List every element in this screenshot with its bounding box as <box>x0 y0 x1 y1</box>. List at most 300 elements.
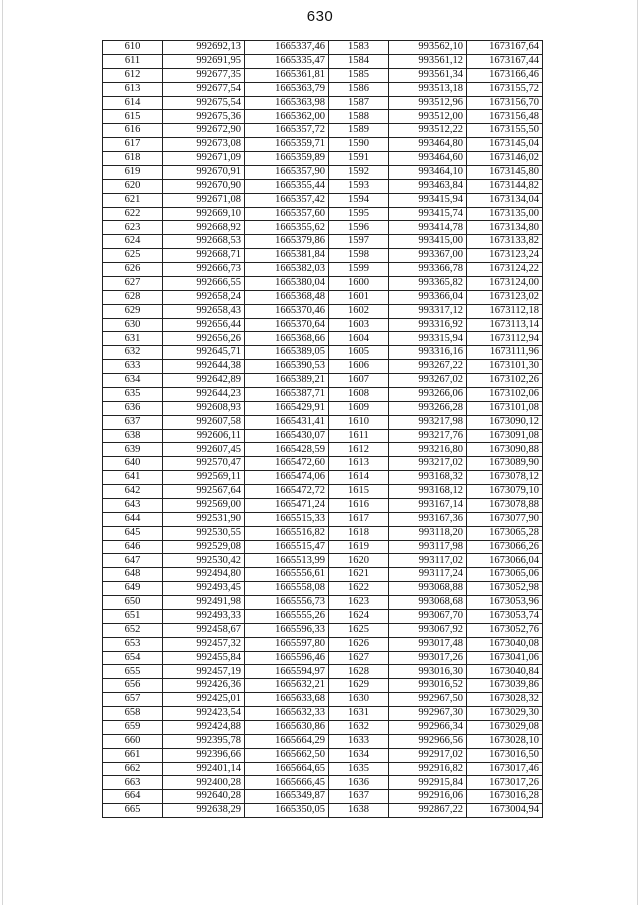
y-coordinate-left-cell: 1665370,46 <box>245 304 329 318</box>
table-row <box>103 790 543 804</box>
x-coordinate-right-cell: 993464,60 <box>389 152 467 166</box>
x-coordinate-right-cell: 993414,78 <box>389 221 467 235</box>
point-number-left-cell: 633 <box>103 360 163 374</box>
x-coordinate-right-cell: 993415,94 <box>389 193 467 207</box>
point-number-right-cell: 1597 <box>329 235 389 249</box>
x-coordinate-right-cell: 993217,98 <box>389 415 467 429</box>
table-row <box>103 68 543 82</box>
coordinates-table-body <box>103 41 543 818</box>
y-coordinate-left-cell: 1665389,05 <box>245 346 329 360</box>
y-coordinate-right-cell: 1673091,08 <box>467 429 543 443</box>
table-row <box>103 96 543 110</box>
y-coordinate-right-cell: 1673040,08 <box>467 637 543 651</box>
x-coordinate-left-cell: 992675,54 <box>163 96 245 110</box>
point-number-right-cell: 1589 <box>329 124 389 138</box>
x-coordinate-right-cell: 992916,82 <box>389 762 467 776</box>
table-row <box>103 374 543 388</box>
point-number-left-cell: 634 <box>103 374 163 388</box>
x-coordinate-left-cell: 992677,54 <box>163 82 245 96</box>
table-row <box>103 748 543 762</box>
x-coordinate-left-cell: 992425,01 <box>163 693 245 707</box>
point-number-right-cell: 1611 <box>329 429 389 443</box>
table-row <box>103 429 543 443</box>
point-number-right-cell: 1624 <box>329 609 389 623</box>
y-coordinate-left-cell: 1665337,46 <box>245 41 329 55</box>
point-number-right-cell: 1632 <box>329 720 389 734</box>
point-number-left-cell: 649 <box>103 582 163 596</box>
table-row <box>103 263 543 277</box>
y-coordinate-right-cell: 1673155,72 <box>467 82 543 96</box>
x-coordinate-left-cell: 992457,32 <box>163 637 245 651</box>
y-coordinate-right-cell: 1673066,26 <box>467 540 543 554</box>
x-coordinate-left-cell: 992656,26 <box>163 332 245 346</box>
y-coordinate-right-cell: 1673029,30 <box>467 707 543 721</box>
point-number-right-cell: 1613 <box>329 457 389 471</box>
x-coordinate-left-cell: 992645,71 <box>163 346 245 360</box>
table-row <box>103 471 543 485</box>
point-number-left-cell: 625 <box>103 249 163 263</box>
point-number-left-cell: 654 <box>103 651 163 665</box>
x-coordinate-right-cell: 993415,00 <box>389 235 467 249</box>
point-number-right-cell: 1605 <box>329 346 389 360</box>
point-number-left-cell: 637 <box>103 415 163 429</box>
table-row <box>103 457 543 471</box>
point-number-left-cell: 611 <box>103 54 163 68</box>
x-coordinate-left-cell: 992458,67 <box>163 623 245 637</box>
y-coordinate-left-cell: 1665355,44 <box>245 179 329 193</box>
scan-edge-right <box>637 0 638 905</box>
y-coordinate-right-cell: 1673078,12 <box>467 471 543 485</box>
x-coordinate-left-cell: 992644,23 <box>163 387 245 401</box>
x-coordinate-right-cell: 993316,16 <box>389 346 467 360</box>
y-coordinate-left-cell: 1665387,71 <box>245 387 329 401</box>
point-number-left-cell: 615 <box>103 110 163 124</box>
x-coordinate-left-cell: 992607,45 <box>163 443 245 457</box>
point-number-right-cell: 1601 <box>329 290 389 304</box>
x-coordinate-right-cell: 993464,10 <box>389 165 467 179</box>
point-number-right-cell: 1630 <box>329 693 389 707</box>
y-coordinate-right-cell: 1673102,06 <box>467 387 543 401</box>
x-coordinate-left-cell: 992672,90 <box>163 124 245 138</box>
y-coordinate-right-cell: 1673090,88 <box>467 443 543 457</box>
y-coordinate-left-cell: 1665471,24 <box>245 498 329 512</box>
y-coordinate-left-cell: 1665359,89 <box>245 152 329 166</box>
x-coordinate-right-cell: 993017,48 <box>389 637 467 651</box>
table-row <box>103 776 543 790</box>
point-number-left-cell: 638 <box>103 429 163 443</box>
point-number-right-cell: 1593 <box>329 179 389 193</box>
point-number-left-cell: 620 <box>103 179 163 193</box>
x-coordinate-left-cell: 992401,14 <box>163 762 245 776</box>
point-number-left-cell: 661 <box>103 748 163 762</box>
x-coordinate-right-cell: 993117,24 <box>389 568 467 582</box>
point-number-left-cell: 619 <box>103 165 163 179</box>
table-row <box>103 276 543 290</box>
x-coordinate-left-cell: 992529,08 <box>163 540 245 554</box>
x-coordinate-right-cell: 993561,12 <box>389 54 467 68</box>
y-coordinate-right-cell: 1673039,86 <box>467 679 543 693</box>
point-number-right-cell: 1603 <box>329 318 389 332</box>
x-coordinate-left-cell: 992666,73 <box>163 263 245 277</box>
point-number-right-cell: 1586 <box>329 82 389 96</box>
x-coordinate-right-cell: 993365,82 <box>389 276 467 290</box>
x-coordinate-left-cell: 992569,00 <box>163 498 245 512</box>
y-coordinate-left-cell: 1665363,98 <box>245 96 329 110</box>
x-coordinate-right-cell: 992966,56 <box>389 734 467 748</box>
point-number-left-cell: 660 <box>103 734 163 748</box>
table-row <box>103 387 543 401</box>
point-number-left-cell: 636 <box>103 401 163 415</box>
y-coordinate-right-cell: 1673112,18 <box>467 304 543 318</box>
table-row <box>103 707 543 721</box>
y-coordinate-right-cell: 1673101,30 <box>467 360 543 374</box>
y-coordinate-right-cell: 1673041,06 <box>467 651 543 665</box>
y-coordinate-left-cell: 1665363,79 <box>245 82 329 96</box>
x-coordinate-right-cell: 992916,06 <box>389 790 467 804</box>
table-row <box>103 193 543 207</box>
y-coordinate-right-cell: 1673135,00 <box>467 207 543 221</box>
x-coordinate-left-cell: 992569,11 <box>163 471 245 485</box>
x-coordinate-left-cell: 992668,71 <box>163 249 245 263</box>
table-row <box>103 443 543 457</box>
y-coordinate-left-cell: 1665472,60 <box>245 457 329 471</box>
y-coordinate-left-cell: 1665632,21 <box>245 679 329 693</box>
point-number-right-cell: 1595 <box>329 207 389 221</box>
y-coordinate-right-cell: 1673167,64 <box>467 41 543 55</box>
point-number-right-cell: 1618 <box>329 526 389 540</box>
x-coordinate-right-cell: 993317,12 <box>389 304 467 318</box>
y-coordinate-left-cell: 1665596,46 <box>245 651 329 665</box>
x-coordinate-left-cell: 992691,95 <box>163 54 245 68</box>
x-coordinate-left-cell: 992656,44 <box>163 318 245 332</box>
point-number-left-cell: 642 <box>103 485 163 499</box>
x-coordinate-right-cell: 993315,94 <box>389 332 467 346</box>
point-number-left-cell: 632 <box>103 346 163 360</box>
y-coordinate-left-cell: 1665361,81 <box>245 68 329 82</box>
y-coordinate-left-cell: 1665349,87 <box>245 790 329 804</box>
table-row <box>103 554 543 568</box>
y-coordinate-right-cell: 1673102,26 <box>467 374 543 388</box>
table-row <box>103 526 543 540</box>
point-number-right-cell: 1583 <box>329 41 389 55</box>
y-coordinate-right-cell: 1673167,44 <box>467 54 543 68</box>
y-coordinate-left-cell: 1665380,04 <box>245 276 329 290</box>
y-coordinate-right-cell: 1673052,98 <box>467 582 543 596</box>
point-number-left-cell: 618 <box>103 152 163 166</box>
y-coordinate-left-cell: 1665666,45 <box>245 776 329 790</box>
table-row <box>103 110 543 124</box>
y-coordinate-left-cell: 1665662,50 <box>245 748 329 762</box>
x-coordinate-right-cell: 993216,80 <box>389 443 467 457</box>
x-coordinate-left-cell: 992673,08 <box>163 138 245 152</box>
point-number-right-cell: 1616 <box>329 498 389 512</box>
y-coordinate-left-cell: 1665597,80 <box>245 637 329 651</box>
y-coordinate-left-cell: 1665513,99 <box>245 554 329 568</box>
point-number-left-cell: 644 <box>103 512 163 526</box>
y-coordinate-right-cell: 1673156,70 <box>467 96 543 110</box>
point-number-right-cell: 1596 <box>329 221 389 235</box>
point-number-left-cell: 643 <box>103 498 163 512</box>
y-coordinate-left-cell: 1665430,07 <box>245 429 329 443</box>
y-coordinate-right-cell: 1673144,82 <box>467 179 543 193</box>
y-coordinate-left-cell: 1665379,86 <box>245 235 329 249</box>
table-row <box>103 512 543 526</box>
point-number-left-cell: 648 <box>103 568 163 582</box>
point-number-left-cell: 623 <box>103 221 163 235</box>
x-coordinate-right-cell: 992967,30 <box>389 707 467 721</box>
y-coordinate-right-cell: 1673166,46 <box>467 68 543 82</box>
table-row <box>103 249 543 263</box>
x-coordinate-left-cell: 992531,90 <box>163 512 245 526</box>
x-coordinate-right-cell: 992915,84 <box>389 776 467 790</box>
x-coordinate-right-cell: 993316,92 <box>389 318 467 332</box>
point-number-left-cell: 655 <box>103 665 163 679</box>
y-coordinate-left-cell: 1665556,61 <box>245 568 329 582</box>
point-number-left-cell: 646 <box>103 540 163 554</box>
point-number-right-cell: 1631 <box>329 707 389 721</box>
y-coordinate-right-cell: 1673145,04 <box>467 138 543 152</box>
point-number-left-cell: 659 <box>103 720 163 734</box>
y-coordinate-left-cell: 1665664,29 <box>245 734 329 748</box>
x-coordinate-right-cell: 993067,70 <box>389 609 467 623</box>
point-number-right-cell: 1607 <box>329 374 389 388</box>
point-number-right-cell: 1637 <box>329 790 389 804</box>
y-coordinate-left-cell: 1665355,62 <box>245 221 329 235</box>
point-number-right-cell: 1627 <box>329 651 389 665</box>
x-coordinate-right-cell: 993512,22 <box>389 124 467 138</box>
x-coordinate-left-cell: 992567,64 <box>163 485 245 499</box>
x-coordinate-right-cell: 993117,02 <box>389 554 467 568</box>
y-coordinate-left-cell: 1665368,66 <box>245 332 329 346</box>
y-coordinate-right-cell: 1673090,12 <box>467 415 543 429</box>
x-coordinate-left-cell: 992658,43 <box>163 304 245 318</box>
x-coordinate-right-cell: 993068,88 <box>389 582 467 596</box>
y-coordinate-left-cell: 1665335,47 <box>245 54 329 68</box>
y-coordinate-right-cell: 1673134,04 <box>467 193 543 207</box>
x-coordinate-right-cell: 993266,06 <box>389 387 467 401</box>
table-row <box>103 720 543 734</box>
table-row <box>103 138 543 152</box>
point-number-left-cell: 617 <box>103 138 163 152</box>
point-number-left-cell: 613 <box>103 82 163 96</box>
table-row <box>103 318 543 332</box>
y-coordinate-left-cell: 1665370,64 <box>245 318 329 332</box>
table-row <box>103 82 543 96</box>
x-coordinate-right-cell: 993167,36 <box>389 512 467 526</box>
y-coordinate-right-cell: 1673077,90 <box>467 512 543 526</box>
table-row <box>103 401 543 415</box>
y-coordinate-left-cell: 1665357,90 <box>245 165 329 179</box>
point-number-left-cell: 629 <box>103 304 163 318</box>
point-number-right-cell: 1636 <box>329 776 389 790</box>
y-coordinate-right-cell: 1673113,14 <box>467 318 543 332</box>
table-row <box>103 679 543 693</box>
y-coordinate-left-cell: 1665556,73 <box>245 596 329 610</box>
y-coordinate-right-cell: 1673155,50 <box>467 124 543 138</box>
point-number-left-cell: 647 <box>103 554 163 568</box>
x-coordinate-right-cell: 993561,34 <box>389 68 467 82</box>
x-coordinate-right-cell: 993017,26 <box>389 651 467 665</box>
y-coordinate-right-cell: 1673004,94 <box>467 804 543 818</box>
point-number-left-cell: 662 <box>103 762 163 776</box>
table-row <box>103 165 543 179</box>
table-row <box>103 332 543 346</box>
point-number-right-cell: 1634 <box>329 748 389 762</box>
x-coordinate-right-cell: 993068,68 <box>389 596 467 610</box>
y-coordinate-right-cell: 1673079,10 <box>467 485 543 499</box>
point-number-left-cell: 652 <box>103 623 163 637</box>
x-coordinate-left-cell: 992644,38 <box>163 360 245 374</box>
y-coordinate-left-cell: 1665516,82 <box>245 526 329 540</box>
y-coordinate-left-cell: 1665362,00 <box>245 110 329 124</box>
point-number-left-cell: 621 <box>103 193 163 207</box>
table-row <box>103 152 543 166</box>
y-coordinate-right-cell: 1673089,90 <box>467 457 543 471</box>
page-number: 630 <box>306 8 334 25</box>
point-number-right-cell: 1638 <box>329 804 389 818</box>
point-number-left-cell: 630 <box>103 318 163 332</box>
y-coordinate-left-cell: 1665594,97 <box>245 665 329 679</box>
table-row <box>103 221 543 235</box>
y-coordinate-right-cell: 1673123,02 <box>467 290 543 304</box>
y-coordinate-left-cell: 1665390,53 <box>245 360 329 374</box>
x-coordinate-left-cell: 992493,33 <box>163 609 245 623</box>
table-row <box>103 235 543 249</box>
point-number-left-cell: 631 <box>103 332 163 346</box>
point-number-right-cell: 1606 <box>329 360 389 374</box>
y-coordinate-right-cell: 1673123,24 <box>467 249 543 263</box>
table-row <box>103 804 543 818</box>
x-coordinate-right-cell: 993513,18 <box>389 82 467 96</box>
x-coordinate-right-cell: 993217,76 <box>389 429 467 443</box>
point-number-right-cell: 1612 <box>329 443 389 457</box>
point-number-left-cell: 657 <box>103 693 163 707</box>
x-coordinate-right-cell: 992967,50 <box>389 693 467 707</box>
coordinates-table <box>102 40 543 818</box>
x-coordinate-left-cell: 992608,93 <box>163 401 245 415</box>
x-coordinate-left-cell: 992395,78 <box>163 734 245 748</box>
x-coordinate-left-cell: 992671,09 <box>163 152 245 166</box>
x-coordinate-right-cell: 993463,84 <box>389 179 467 193</box>
point-number-left-cell: 640 <box>103 457 163 471</box>
x-coordinate-left-cell: 992424,88 <box>163 720 245 734</box>
x-coordinate-right-cell: 992867,22 <box>389 804 467 818</box>
x-coordinate-right-cell: 993168,32 <box>389 471 467 485</box>
point-number-left-cell: 664 <box>103 790 163 804</box>
y-coordinate-right-cell: 1673111,96 <box>467 346 543 360</box>
x-coordinate-left-cell: 992638,29 <box>163 804 245 818</box>
point-number-right-cell: 1621 <box>329 568 389 582</box>
x-coordinate-left-cell: 992677,35 <box>163 68 245 82</box>
x-coordinate-left-cell: 992666,55 <box>163 276 245 290</box>
y-coordinate-left-cell: 1665357,60 <box>245 207 329 221</box>
x-coordinate-right-cell: 993117,98 <box>389 540 467 554</box>
point-number-left-cell: 616 <box>103 124 163 138</box>
point-number-right-cell: 1614 <box>329 471 389 485</box>
point-number-left-cell: 624 <box>103 235 163 249</box>
point-number-right-cell: 1587 <box>329 96 389 110</box>
table-row <box>103 609 543 623</box>
point-number-left-cell: 610 <box>103 41 163 55</box>
y-coordinate-left-cell: 1665633,68 <box>245 693 329 707</box>
y-coordinate-right-cell: 1673066,04 <box>467 554 543 568</box>
table-row <box>103 415 543 429</box>
point-number-left-cell: 651 <box>103 609 163 623</box>
y-coordinate-right-cell: 1673053,74 <box>467 609 543 623</box>
y-coordinate-left-cell: 1665350,05 <box>245 804 329 818</box>
x-coordinate-left-cell: 992640,28 <box>163 790 245 804</box>
y-coordinate-left-cell: 1665381,84 <box>245 249 329 263</box>
point-number-right-cell: 1635 <box>329 762 389 776</box>
x-coordinate-left-cell: 992675,36 <box>163 110 245 124</box>
point-number-right-cell: 1604 <box>329 332 389 346</box>
point-number-left-cell: 656 <box>103 679 163 693</box>
table-row <box>103 762 543 776</box>
x-coordinate-left-cell: 992670,91 <box>163 165 245 179</box>
y-coordinate-left-cell: 1665429,91 <box>245 401 329 415</box>
y-coordinate-left-cell: 1665515,47 <box>245 540 329 554</box>
y-coordinate-right-cell: 1673017,26 <box>467 776 543 790</box>
x-coordinate-right-cell: 993118,20 <box>389 526 467 540</box>
y-coordinate-left-cell: 1665596,33 <box>245 623 329 637</box>
x-coordinate-right-cell: 992917,02 <box>389 748 467 762</box>
x-coordinate-left-cell: 992668,92 <box>163 221 245 235</box>
y-coordinate-right-cell: 1673145,80 <box>467 165 543 179</box>
x-coordinate-left-cell: 992494,80 <box>163 568 245 582</box>
y-coordinate-left-cell: 1665389,21 <box>245 374 329 388</box>
y-coordinate-left-cell: 1665428,59 <box>245 443 329 457</box>
point-number-left-cell: 653 <box>103 637 163 651</box>
y-coordinate-right-cell: 1673052,76 <box>467 623 543 637</box>
x-coordinate-left-cell: 992426,36 <box>163 679 245 693</box>
x-coordinate-right-cell: 993016,30 <box>389 665 467 679</box>
y-coordinate-left-cell: 1665474,06 <box>245 471 329 485</box>
table-row <box>103 124 543 138</box>
table-row <box>103 485 543 499</box>
x-coordinate-right-cell: 993562,10 <box>389 41 467 55</box>
point-number-left-cell: 665 <box>103 804 163 818</box>
y-coordinate-right-cell: 1673065,28 <box>467 526 543 540</box>
x-coordinate-left-cell: 992400,28 <box>163 776 245 790</box>
point-number-left-cell: 612 <box>103 68 163 82</box>
y-coordinate-right-cell: 1673029,08 <box>467 720 543 734</box>
point-number-left-cell: 639 <box>103 443 163 457</box>
table-row <box>103 304 543 318</box>
y-coordinate-left-cell: 1665632,33 <box>245 707 329 721</box>
table-row <box>103 651 543 665</box>
y-coordinate-right-cell: 1673017,46 <box>467 762 543 776</box>
x-coordinate-right-cell: 993267,22 <box>389 360 467 374</box>
x-coordinate-left-cell: 992570,47 <box>163 457 245 471</box>
y-coordinate-left-cell: 1665555,26 <box>245 609 329 623</box>
point-number-left-cell: 622 <box>103 207 163 221</box>
x-coordinate-right-cell: 993366,78 <box>389 263 467 277</box>
point-number-right-cell: 1626 <box>329 637 389 651</box>
x-coordinate-left-cell: 992530,55 <box>163 526 245 540</box>
table-row <box>103 498 543 512</box>
x-coordinate-right-cell: 993067,92 <box>389 623 467 637</box>
x-coordinate-right-cell: 993512,96 <box>389 96 467 110</box>
table-row <box>103 665 543 679</box>
table-row <box>103 637 543 651</box>
y-coordinate-right-cell: 1673112,94 <box>467 332 543 346</box>
point-number-right-cell: 1625 <box>329 623 389 637</box>
x-coordinate-left-cell: 992396,66 <box>163 748 245 762</box>
y-coordinate-right-cell: 1673065,06 <box>467 568 543 582</box>
y-coordinate-left-cell: 1665368,48 <box>245 290 329 304</box>
point-number-right-cell: 1600 <box>329 276 389 290</box>
y-coordinate-left-cell: 1665630,86 <box>245 720 329 734</box>
